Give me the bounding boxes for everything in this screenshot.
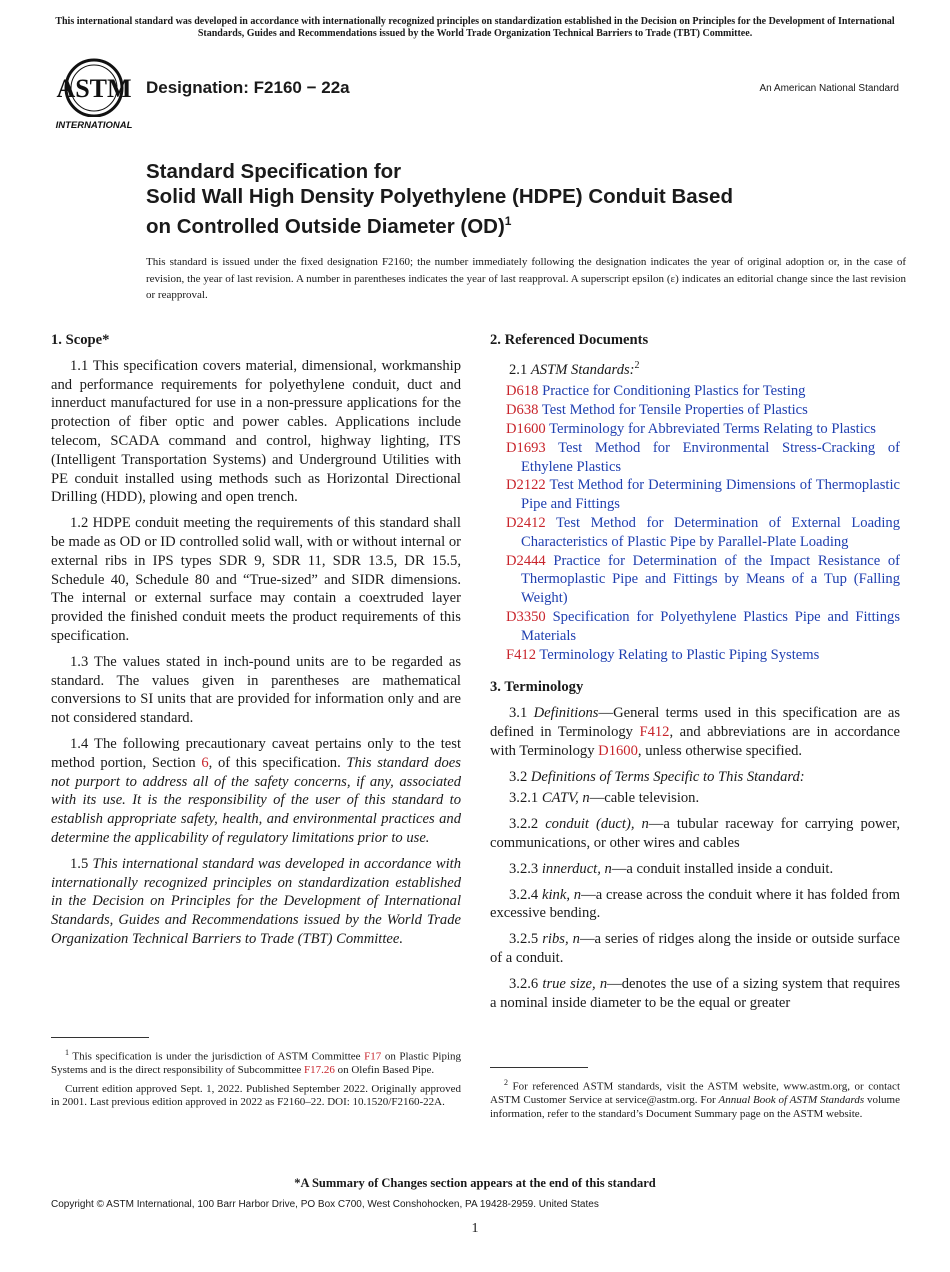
def-text: —denotes the use of a sizing system that requires a nominal inside diameter to be the equal or greater xyxy=(490,975,901,1011)
footnote-1-text-3: on Olefin Based Pipe. xyxy=(334,1064,435,1077)
term-3-2 xyxy=(490,768,900,787)
def-num: 3.2.6 xyxy=(509,975,543,992)
d1600-link[interactable]: D1600 xyxy=(598,742,638,759)
ref-title-link[interactable]: Test Method for Tensile Properties of Plastics xyxy=(538,402,808,419)
ref-title-link[interactable]: Terminology for Abbreviated Terms Relating to Plastics xyxy=(545,421,876,438)
def-text: —a conduit installed inside a conduit. xyxy=(611,860,834,877)
section-6-link[interactable]: 6 xyxy=(201,754,209,771)
definition xyxy=(490,975,900,1013)
f412-link[interactable]: F412 xyxy=(639,724,670,740)
footnote-divider xyxy=(51,1037,149,1038)
reference-list xyxy=(490,382,900,664)
ref-title-link[interactable]: Specification for Polyethylene Plastics Pipe and Fittings Materials xyxy=(521,609,900,644)
def-term: innerduct, n xyxy=(541,860,612,877)
term-3-2-num: 3.2 xyxy=(509,768,531,785)
scope-1-5 xyxy=(51,855,461,949)
scope-1-4 xyxy=(51,735,461,848)
footnote-1 xyxy=(51,1046,461,1078)
ref-item xyxy=(490,420,900,439)
def-term: true size, n xyxy=(542,975,608,992)
ref-item xyxy=(490,646,900,665)
definition xyxy=(490,815,900,853)
ref-title-link[interactable]: Terminology Relating to Plastic Piping Systems xyxy=(536,646,820,663)
tbt-statement: This international standard was developed in accordance with internationally recognized principles on standardization established in the Decision on Principles for the Development of International Standards, Guides and Recommendations issued by the World Trade Organization Technical Barriers to Trade (TBT) Committee. xyxy=(51,855,462,947)
ref-item xyxy=(490,382,900,401)
page-number: 1 xyxy=(471,1221,479,1236)
safety-caveat: This standard does not purport to address all of the safety concerns, if any, associated with its use. It is the responsibility of the user of this standard to establish appropriate safety, health, and environmental practices and determine the applicability of regulatory limitations prior to use. xyxy=(51,754,461,846)
footnote-1-text-2: on Plastic Piping Systems and is the direct responsibility of Subcommittee xyxy=(51,1050,462,1077)
f17-26-link[interactable]: F17.26 xyxy=(303,1064,335,1077)
term-3-1-text-2: , and abbreviations are in accordance with Terminology xyxy=(490,724,900,759)
def-term: conduit (duct), n xyxy=(545,816,649,833)
ref-code-link[interactable]: D3350 xyxy=(506,609,546,626)
scope-heading: 1. Scope* xyxy=(51,332,110,348)
ref-code-link[interactable]: D618 xyxy=(506,383,539,400)
ref-item xyxy=(490,476,900,514)
logo-word: INTERNATIONAL xyxy=(55,120,133,131)
def-num: 3.2.5 xyxy=(509,931,543,948)
designation: Designation: F2160 − 22a xyxy=(146,78,350,97)
ref-item xyxy=(490,552,900,608)
ref-code-link[interactable]: D1693 xyxy=(506,439,546,456)
ref-item xyxy=(490,439,900,477)
ref-code-link[interactable]: F412 xyxy=(506,646,537,663)
definition xyxy=(490,930,900,968)
def-term: ribs, n xyxy=(542,931,580,948)
summary-of-changes-note: *A Summary of Changes section appears at the end of this standard xyxy=(294,1176,656,1190)
definition xyxy=(490,860,900,879)
astm-logo-icon xyxy=(54,57,134,133)
footnote-2-text-2: volume information, refer to the standard’s Document Summary page on the ASTM website. xyxy=(490,1094,900,1120)
f17-link[interactable]: F17 xyxy=(364,1050,382,1063)
title-line-2: Solid Wall High Density Polyethylene (HDPE) Conduit Based xyxy=(146,185,733,208)
ref-title-link[interactable]: Test Method for Environmental Stress-Cracking of Ethylene Plastics xyxy=(521,439,900,475)
def-term: CATV, n xyxy=(541,790,590,807)
footnote-2-marker: 2 xyxy=(504,1078,508,1087)
def-text: —a series of ridges along the inside or outside surface of a conduit. xyxy=(490,931,900,966)
scope-1-2: 1.2 HDPE conduit meeting the requirements of this standard shall be made as OD or ID controlled solid wall, with or without internal or external ribs in IPS types SDR 9, SDR 11, SDR 13.5, DR 15.5, Schedule 40, Schedule 80 and “True-sized” and SIDR dimensions. The internal or external surface may contain a coextruded layer provided the finished conduit meets the product requirements of this specification. xyxy=(51,515,461,644)
scope-1-4-text-2: , of this specification. xyxy=(208,754,347,771)
edition-note: Current edition approved Sept. 1, 2022. Published September 2022. Originally approved in 2001. Last previous edition approved in 2022 as F2160–22. DOI: 10.1520/F2160-22A. xyxy=(51,1082,461,1109)
def-num: 3.2.2 xyxy=(509,816,546,833)
footnote-2-text: For referenced ASTM standards, visit the ASTM website, www.astm.org, or contact ASTM Customer Service at service@astm.org. For xyxy=(490,1080,900,1107)
term-3-1 xyxy=(490,704,900,760)
refdocs-sub-num: 2.1 xyxy=(509,361,531,378)
def-term: kink, n xyxy=(542,886,582,903)
title-line-1: Standard Specification for xyxy=(146,160,402,183)
footnote-divider xyxy=(490,1067,588,1068)
ref-item xyxy=(490,514,900,552)
logo-letters: ASTM xyxy=(56,74,132,103)
def-num: 3.2.4 xyxy=(509,886,543,903)
ref-code-link[interactable]: D2122 xyxy=(506,477,546,494)
ref-code-link[interactable]: D2444 xyxy=(506,552,546,569)
ref-item xyxy=(490,401,900,420)
term-3-1-text-3: , unless otherwise specified. xyxy=(637,742,803,759)
term-3-2-label: Definitions of Terms Specific to This Standard: xyxy=(530,768,805,785)
scope-1-5-num: 1.5 xyxy=(70,855,93,872)
title-footnote-ref[interactable]: 1 xyxy=(504,214,512,228)
term-3-1-label: Definitions xyxy=(533,705,599,722)
ref-title-link[interactable]: Test Method for Determination of External Loading Characteristics of Plastic Pipe by Parallel-Plate Loading xyxy=(521,515,900,550)
footnotes-left xyxy=(51,1046,461,1115)
definition xyxy=(490,886,900,924)
terminology-heading: 3. Terminology xyxy=(490,679,584,696)
copyright: Copyright © ASTM International, 100 Barr Harbor Drive, PO Box C700, West Conshohocken, PA 19428-2959. United States xyxy=(51,1199,599,1210)
def-num: 3.2.1 xyxy=(509,790,542,807)
ref-code-link[interactable]: D1600 xyxy=(506,421,546,438)
footnote-2-italic: Annual Book of ASTM Standards xyxy=(718,1094,865,1107)
term-3-1-num: 3.1 xyxy=(509,705,534,722)
scope-1-4-text: 1.4 The following precautionary caveat pertains only to the test method portion, Section xyxy=(51,735,461,771)
footnote-1-marker: 1 xyxy=(65,1048,69,1057)
scope-1-3: 1.3 The values stated in inch-pound units are to be regarded as standard. The values given in parentheses are mathematical conversions to SI units that are provided for information only and are not considered standard. xyxy=(51,653,461,727)
footnote-2 xyxy=(490,1076,900,1121)
title-line-3: on Controlled Outside Diameter (OD) xyxy=(146,214,505,238)
ref-code-link[interactable]: D2412 xyxy=(506,515,546,532)
def-num: 3.2.3 xyxy=(509,860,542,877)
right-column xyxy=(490,331,900,1019)
refdocs-sub-label: ASTM Standards: xyxy=(530,361,635,378)
ref-title-link[interactable]: Practice for Conditioning Plastics for Testing xyxy=(538,383,806,400)
ref-item xyxy=(490,608,900,646)
left-column xyxy=(51,331,461,956)
footnotes-right xyxy=(490,1076,900,1126)
top-notice: This international standard was developed in accordance with internationally recognized principles on standardization established in the Decision on Principles for the Development of International Standards, Guides and Recommendations issued by the World Trade Organization Technical Barriers to Trade (TBT) Committee. xyxy=(55,16,895,39)
american-national-standard: An American National Standard xyxy=(759,83,899,94)
document-title xyxy=(146,159,866,239)
astm-standards-label xyxy=(490,357,900,380)
footnote-1-text: This specification is under the jurisdiction of ASTM Committee xyxy=(69,1050,365,1063)
issue-note: This standard is issued under the fixed designation F2160; the number immediately following the designation indicates the year of original adoption or, in the case of revision, the year of last revision. A number in parentheses indicates the year of last reapproval. A superscript epsilon (ε) indicates an editorial change since the last revision or reapproval. xyxy=(146,256,906,301)
ref-title-link[interactable]: Practice for Determination of the Impact Resistance of Thermoplastic Pipe and Fittings by Means of a Tup (Falling Weight) xyxy=(521,552,900,607)
def-text: —a crease across the conduit where it has folded from excessive bending. xyxy=(490,886,900,922)
scope-1-1: 1.1 This specification covers material, dimensional, workmanship and performance requirements for polyethylene conduit, duct and innerduct manufactured for use in a non-pressure applications for the protection of fiber optic and power cables. Applications include telecom, SCADA command and control, highway lighting, ITS (Intelligent Transportation Systems) and Underground Utilities with PE conduit installed using methods such as Horizontal Directional Drilling (HDD), plowing and open trench. xyxy=(51,357,461,506)
refdocs-heading: 2. Referenced Documents xyxy=(490,332,649,348)
astm-logo xyxy=(54,57,134,133)
term-3-1-text: —General terms used in this specification are as defined in Terminology xyxy=(490,705,900,740)
def-text: —cable television. xyxy=(589,790,700,807)
ref-code-link[interactable]: D638 xyxy=(506,402,539,419)
footnote-2-ref[interactable]: 2 xyxy=(634,359,640,371)
definition xyxy=(490,789,900,808)
def-text: —a tubular raceway for carrying power, communications, or other wires and cables xyxy=(490,816,900,851)
ref-title-link[interactable]: Test Method for Determining Dimensions of Thermoplastic Pipe and Fittings xyxy=(521,477,900,513)
